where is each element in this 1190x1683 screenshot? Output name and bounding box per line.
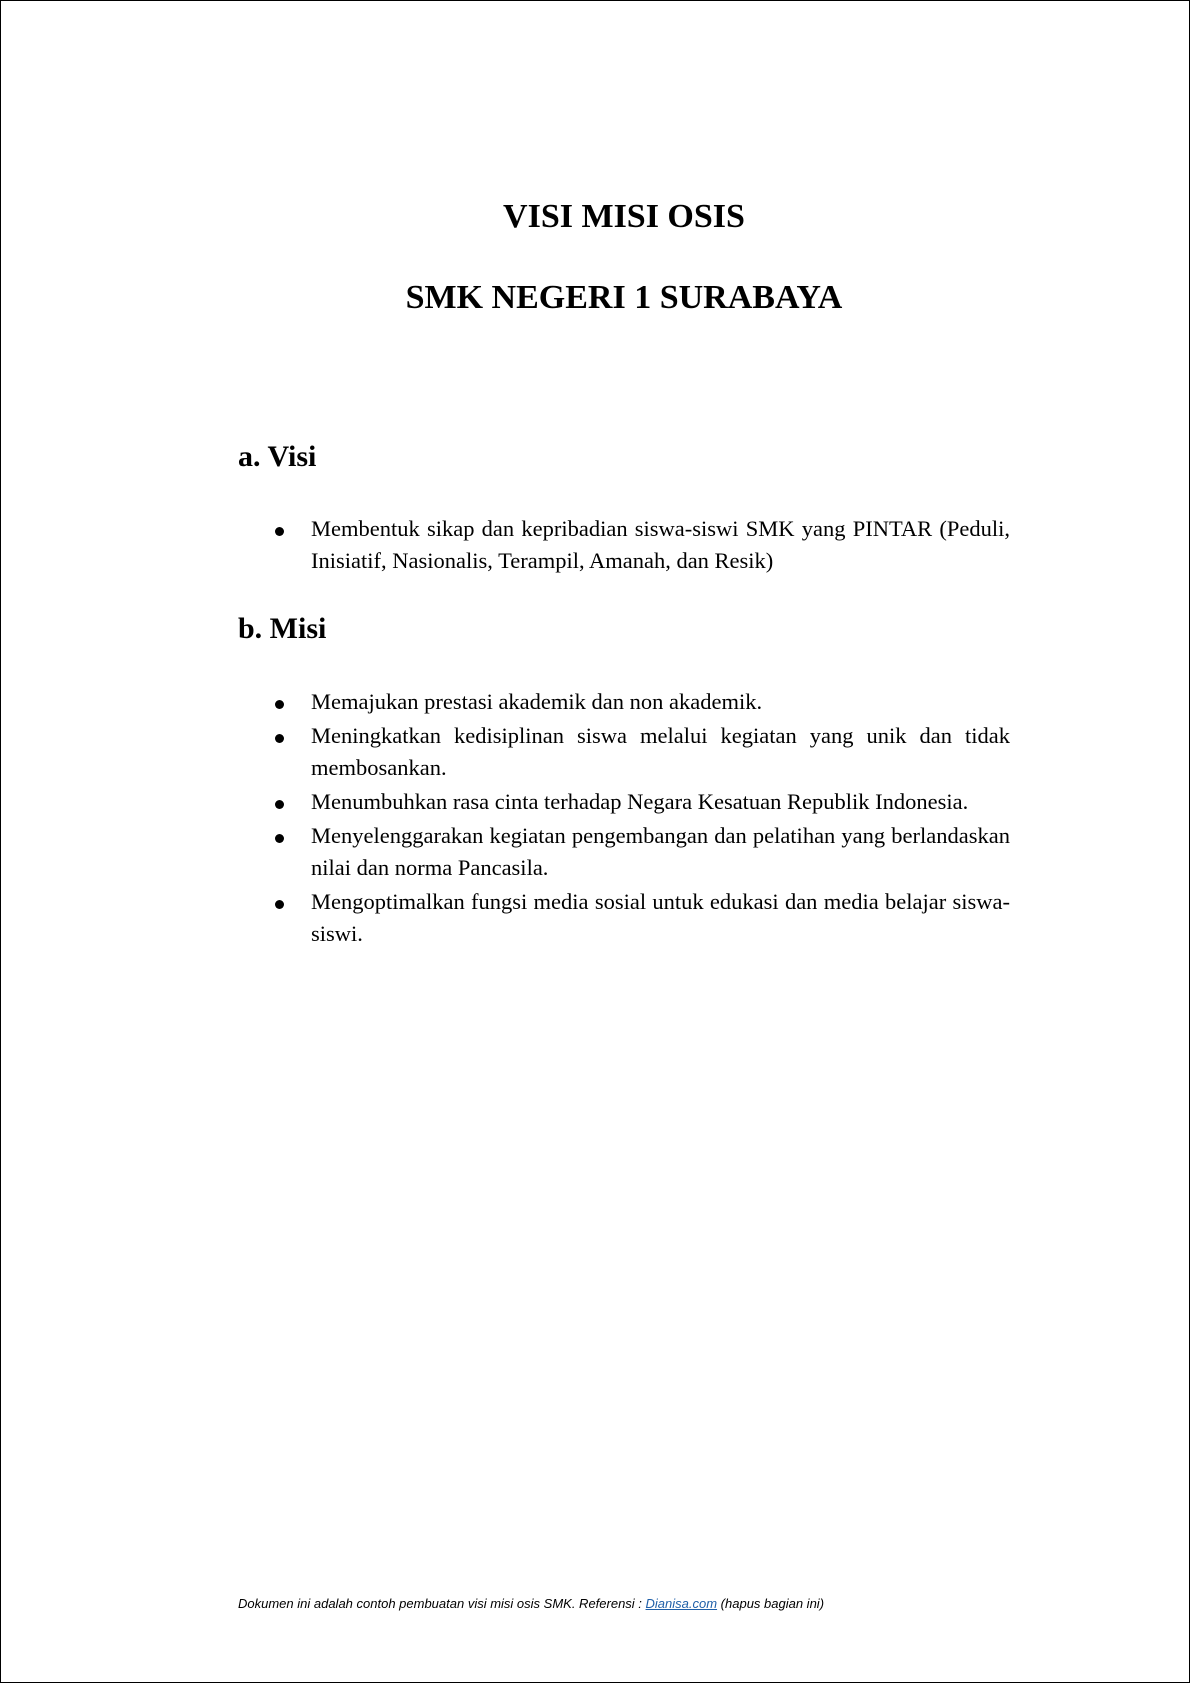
- footer-text: Dokumen ini adalah contoh pembuatan visi misi osis SMK. Referensi :: [238, 1596, 646, 1611]
- misi-item-text: Menyelenggarakan kegiatan pengembangan dan pelatihan yang berlandaskan nilai dan norma Pancasila.: [311, 823, 1010, 880]
- bullet-icon: [275, 700, 284, 709]
- visi-heading: a. Visi: [238, 440, 317, 473]
- bullet-icon: [275, 834, 284, 843]
- reference-link[interactable]: Dianisa.com: [645, 1596, 718, 1611]
- misi-item-text: Mengoptimalkan fungsi media sosial untuk edukasi dan media belajar siswa-siswi.: [311, 889, 1010, 946]
- visi-list-item: [271, 513, 1010, 577]
- misi-list-item: [271, 886, 1010, 950]
- visi-list: [271, 513, 1010, 579]
- misi-heading: b. Misi: [238, 612, 327, 645]
- visi-item-text: Membentuk sikap dan kepribadian siswa-siswi SMK yang PINTAR (Peduli, Inisiatif, Nasionalis, Terampil, Amanah, dan Resik): [311, 516, 1010, 573]
- misi-item-text: Memajukan prestasi akademik dan non akademik.: [311, 689, 763, 714]
- document-title: VISI MISI OSIS: [503, 198, 745, 235]
- footer-note: [238, 1595, 824, 1613]
- misi-item-text: Menumbuhkan rasa cinta terhadap Negara Kesatuan Republik Indonesia.: [311, 789, 969, 814]
- misi-list-item: [271, 686, 1010, 718]
- footer-text-suffix: (hapus bagian ini): [717, 1596, 825, 1611]
- misi-item-text: Meningkatkan kedisiplinan siswa melalui kegiatan yang unik dan tidak membosankan.: [311, 723, 1010, 780]
- bullet-icon: [275, 527, 284, 536]
- misi-list-item: [271, 786, 1010, 818]
- document-subtitle: SMK NEGERI 1 SURABAYA: [405, 279, 843, 316]
- bullet-icon: [275, 900, 284, 909]
- misi-list-item: [271, 720, 1010, 784]
- bullet-icon: [275, 734, 284, 743]
- misi-list-item: [271, 820, 1010, 884]
- bullet-icon: [275, 800, 284, 809]
- misi-list: [271, 686, 1010, 952]
